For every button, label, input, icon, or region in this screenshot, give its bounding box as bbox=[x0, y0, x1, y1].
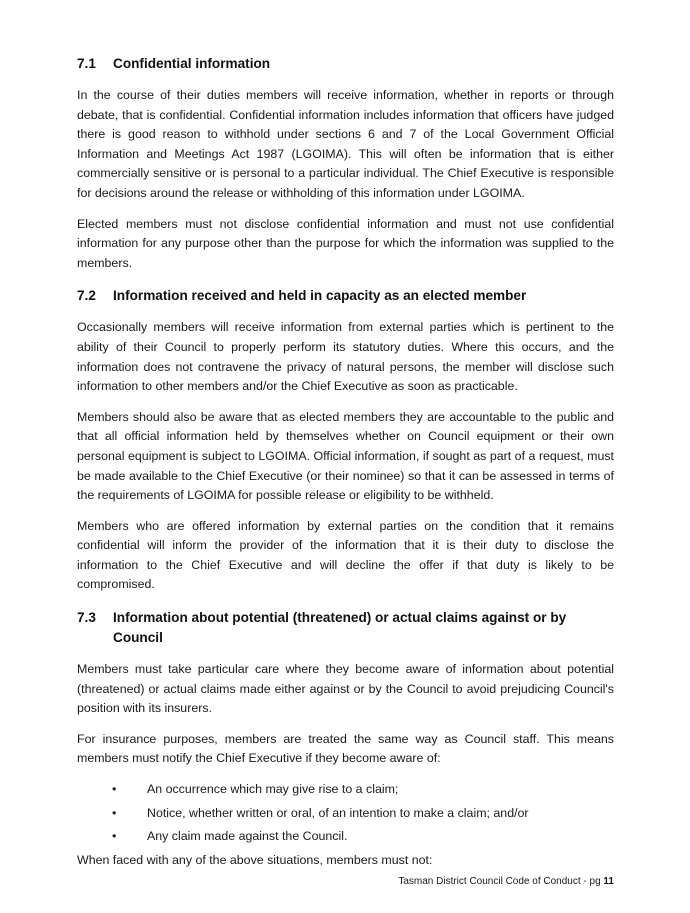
paragraph: For insurance purposes, members are treated the same way as Council staff. This means members must notify the Chief Executive if they become aware of: bbox=[77, 731, 614, 766]
list-item-text: Notice, whether written or oral, of an intention to make a claim; and/or bbox=[147, 805, 529, 820]
list-item bbox=[77, 780, 614, 800]
section-heading-7-3 bbox=[77, 608, 614, 648]
page-footer bbox=[398, 876, 614, 888]
bullet-icon: • bbox=[112, 829, 117, 844]
paragraph: Members who are offered information by external parties on the condition that it remains confidential will inform the provider of the information that it is their duty to disclose the information to the Chief Executive and will decline the offer if that duty is likely to be compromised. bbox=[77, 518, 614, 592]
list-item-text: An occurrence which may give rise to a claim; bbox=[147, 782, 399, 797]
paragraph: Elected members must not disclose confidential information and must not use confidential information for any purpose other than the purpose for which the information was supplied to the members. bbox=[77, 216, 614, 270]
section-number: 7.1 bbox=[77, 56, 96, 71]
page-number: 11 bbox=[603, 876, 614, 887]
paragraph: Occasionally members will receive information from external parties which is pertinent to the ability of their Council to properly perform its statutory duties. Where this occurs, and the information does not contravene the privacy of natural persons, the member will disclose such information to other members and/or the Chief Executive as soon as practicable. bbox=[77, 320, 614, 394]
section-title: Information about potential (threatened) or actual claims against or by Council bbox=[113, 610, 567, 646]
bullet-icon: • bbox=[112, 782, 117, 797]
list-item-text: Any claim made against the Council. bbox=[147, 829, 348, 844]
paragraph: Members must take particular care where they become aware of information about potential (threatened) or actual claims made either against or by the Council to avoid prejudicing Council's position with its insurers. bbox=[77, 662, 614, 716]
list-item bbox=[77, 827, 614, 847]
section-heading-7-2 bbox=[77, 286, 614, 306]
page-content bbox=[77, 54, 614, 881]
paragraph: In the course of their duties members will receive information, whether in reports or through debate, that is confidential. Confidential information includes information that officers have judged there is good reason to withhold under sections 6 and 7 of the Local Government Official Information and Meetings Act 1987 (LGOIMA). This will often be information that is either commercially sensitive or is personal to a particular individual. The Chief Executive is responsible for decisions around the release or withholding of this information under LGOIMA. bbox=[77, 88, 614, 200]
bullet-list bbox=[77, 780, 614, 847]
section-title: Confidential information bbox=[113, 56, 271, 71]
section-title: Information received and held in capacity as an elected member bbox=[113, 288, 527, 304]
list-item bbox=[77, 804, 614, 824]
bullet-icon: • bbox=[112, 805, 117, 820]
section-heading-7-1 bbox=[77, 54, 614, 74]
closing-line: When faced with any of the above situations, members must not: bbox=[77, 852, 433, 867]
paragraph: Members should also be aware that as elected members they are accountable to the public and that all official information held by themselves whether on Council equipment or their own personal equipment is subject to LGOIMA. Official information, if sought as part of a request, must be made available to the Chief Executive (or their nominee) so that it can be assessed in terms of the requirements of LGOIMA for possible release or eligibility to be withheld. bbox=[77, 409, 614, 503]
section-number: 7.3 bbox=[77, 610, 96, 626]
section-number: 7.2 bbox=[77, 288, 96, 304]
footer-text: Tasman District Council Code of Conduct - pg bbox=[398, 876, 604, 887]
